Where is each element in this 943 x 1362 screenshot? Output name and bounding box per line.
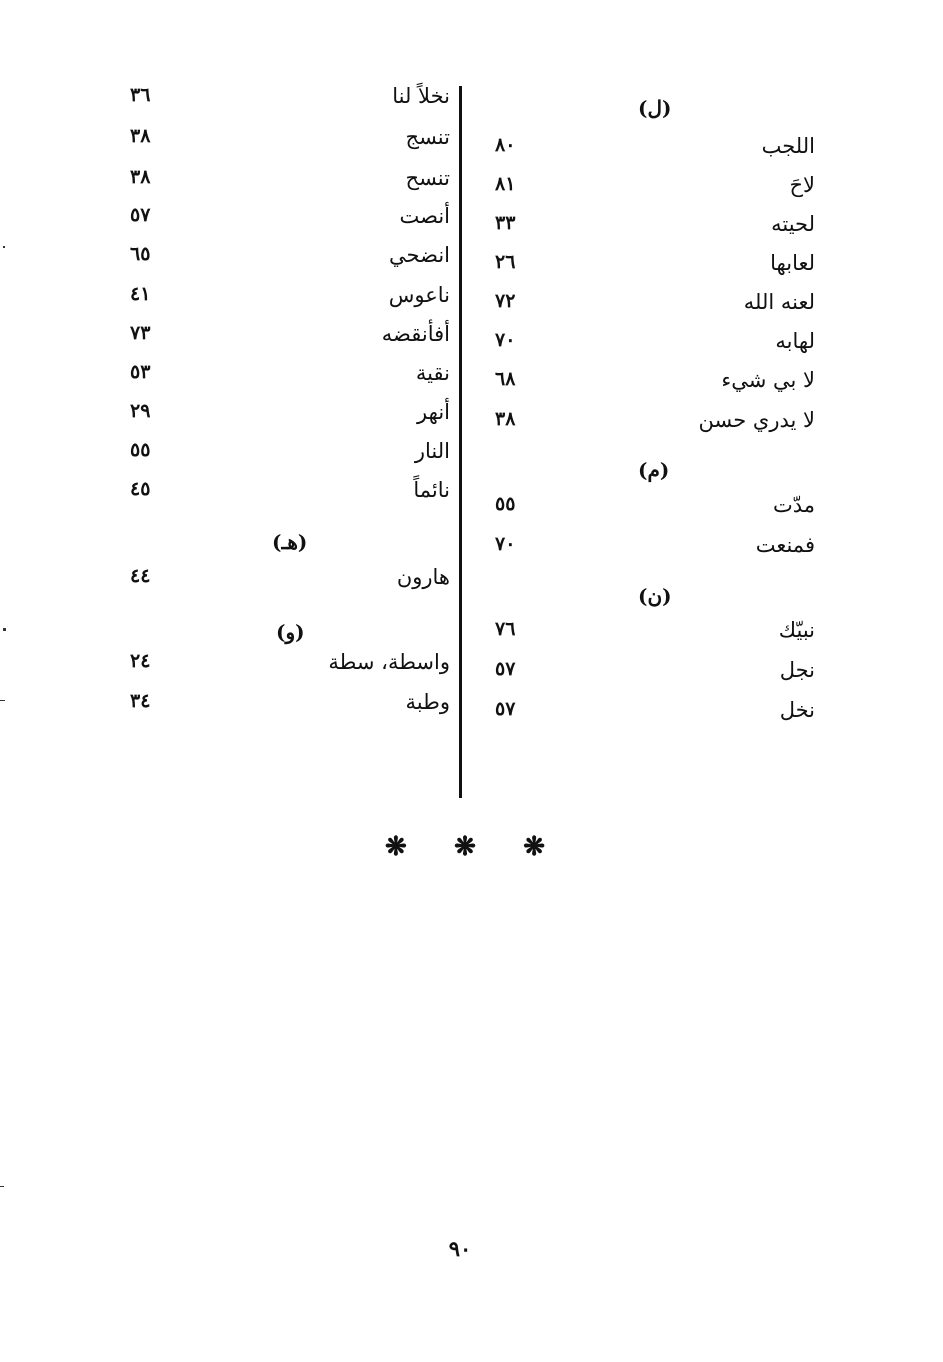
- entry-page-number: ٣٨: [495, 408, 516, 430]
- scan-speck: [3, 246, 5, 248]
- index-entry: [470, 493, 850, 523]
- entry-word: اللجب: [761, 134, 815, 158]
- entry-word: نقية: [415, 361, 450, 385]
- index-entry: [100, 478, 460, 508]
- entry-page-number: ٣٣: [495, 212, 516, 234]
- scan-speck: [0, 1186, 4, 1187]
- entry-page-number: ٨٠: [495, 134, 516, 156]
- page-number: ٩٠: [448, 1236, 472, 1261]
- entry-word: نجل: [779, 658, 815, 682]
- section-heading-lam: (ل): [638, 96, 672, 120]
- index-entry: [470, 698, 850, 728]
- index-entry: [100, 650, 460, 680]
- entry-page-number: ٨١: [495, 173, 516, 195]
- index-entry: [470, 212, 850, 242]
- entry-word: أنهر: [417, 400, 450, 424]
- index-entry: [470, 408, 850, 438]
- index-entry: [470, 533, 850, 563]
- entry-page-number: ٥٥: [130, 439, 151, 461]
- scan-speck: [3, 628, 6, 631]
- entry-page-number: ٧٠: [495, 329, 516, 351]
- index-entry: [100, 690, 460, 720]
- entry-page-number: ٣٦: [130, 84, 151, 106]
- index-entry: [100, 565, 460, 595]
- index-entry: [100, 125, 460, 155]
- index-entry: [100, 166, 460, 196]
- entry-word: نخل: [779, 698, 815, 722]
- entry-word: ناعوس: [388, 283, 450, 307]
- entry-page-number: ٥٣: [130, 361, 151, 383]
- section-heading-ha: (هـ): [272, 530, 308, 554]
- index-entry: [100, 361, 460, 391]
- entry-word: نبيّك: [778, 618, 815, 642]
- entry-word: واسطة، سطة: [328, 650, 450, 674]
- entry-word: انضحي: [389, 243, 450, 267]
- entry-page-number: ٧٦: [495, 618, 516, 640]
- index-entry: [100, 283, 460, 313]
- entry-word: تنسح: [405, 166, 450, 190]
- index-entry: [470, 134, 850, 164]
- entry-word: لهابه: [775, 329, 815, 353]
- entry-page-number: ٤٤: [130, 565, 151, 587]
- section-heading-nun: (ن): [638, 584, 672, 608]
- index-entry: [100, 322, 460, 352]
- entry-page-number: ٧٢: [495, 290, 516, 312]
- index-entry: [100, 84, 460, 114]
- entry-word: هارون: [396, 565, 450, 589]
- index-entry: [470, 658, 850, 688]
- entry-page-number: ٧٠: [495, 533, 516, 555]
- entry-page-number: ٣٨: [130, 125, 151, 147]
- scan-speck: [0, 700, 5, 701]
- entry-word: لعابها: [770, 251, 815, 275]
- entry-word: لا بي شيء: [721, 368, 815, 392]
- index-entry: [100, 439, 460, 469]
- index-entry: [100, 204, 460, 234]
- entry-page-number: ٦٥: [130, 243, 151, 265]
- index-entry: [470, 251, 850, 281]
- entry-page-number: ٥٧: [130, 204, 151, 226]
- entry-page-number: ٤٥: [130, 478, 151, 500]
- entry-word: لا يدري حسن: [698, 408, 815, 432]
- entry-word: لحيته: [771, 212, 815, 236]
- entry-word: تنسج: [405, 125, 450, 149]
- entry-page-number: ٣٨: [130, 166, 151, 188]
- index-entry: [470, 329, 850, 359]
- index-entry: [100, 243, 460, 273]
- asterism-icon: ❋: [454, 832, 476, 862]
- index-entry: [470, 290, 850, 320]
- asterism-icon: ❋: [523, 832, 545, 862]
- section-end-ornament: [385, 832, 545, 862]
- entry-word: لاحَ: [789, 173, 815, 197]
- entry-word: أنصت: [399, 204, 450, 228]
- entry-word: مدّت: [772, 493, 815, 517]
- index-entry: [470, 618, 850, 648]
- entry-page-number: ٦٨: [495, 368, 516, 390]
- entry-page-number: ٣٤: [130, 690, 151, 712]
- entry-word: فمنعت: [755, 533, 815, 557]
- section-heading-waw: (و): [276, 620, 305, 644]
- entry-word: أفأنقضه: [381, 322, 450, 346]
- entry-word: لعنه الله: [743, 290, 815, 314]
- asterism-icon: ❋: [385, 832, 407, 862]
- index-entry: [100, 400, 460, 430]
- entry-word: النار: [414, 439, 450, 463]
- entry-page-number: ٥٧: [495, 698, 516, 720]
- entry-page-number: ٥٧: [495, 658, 516, 680]
- section-heading-mim: (م): [638, 458, 670, 482]
- entry-page-number: ٧٣: [130, 322, 151, 344]
- entry-page-number: ٥٥: [495, 493, 516, 515]
- entry-word: وطبة: [405, 690, 450, 714]
- entry-page-number: ٢٩: [130, 400, 151, 422]
- entry-word: نائماً: [413, 478, 450, 502]
- entry-word: نخلاً لنا: [392, 84, 450, 108]
- entry-page-number: ٤١: [130, 283, 151, 305]
- index-entry: [470, 368, 850, 398]
- index-entry: [470, 173, 850, 203]
- entry-page-number: ٢٤: [130, 650, 151, 672]
- entry-page-number: ٢٦: [495, 251, 516, 273]
